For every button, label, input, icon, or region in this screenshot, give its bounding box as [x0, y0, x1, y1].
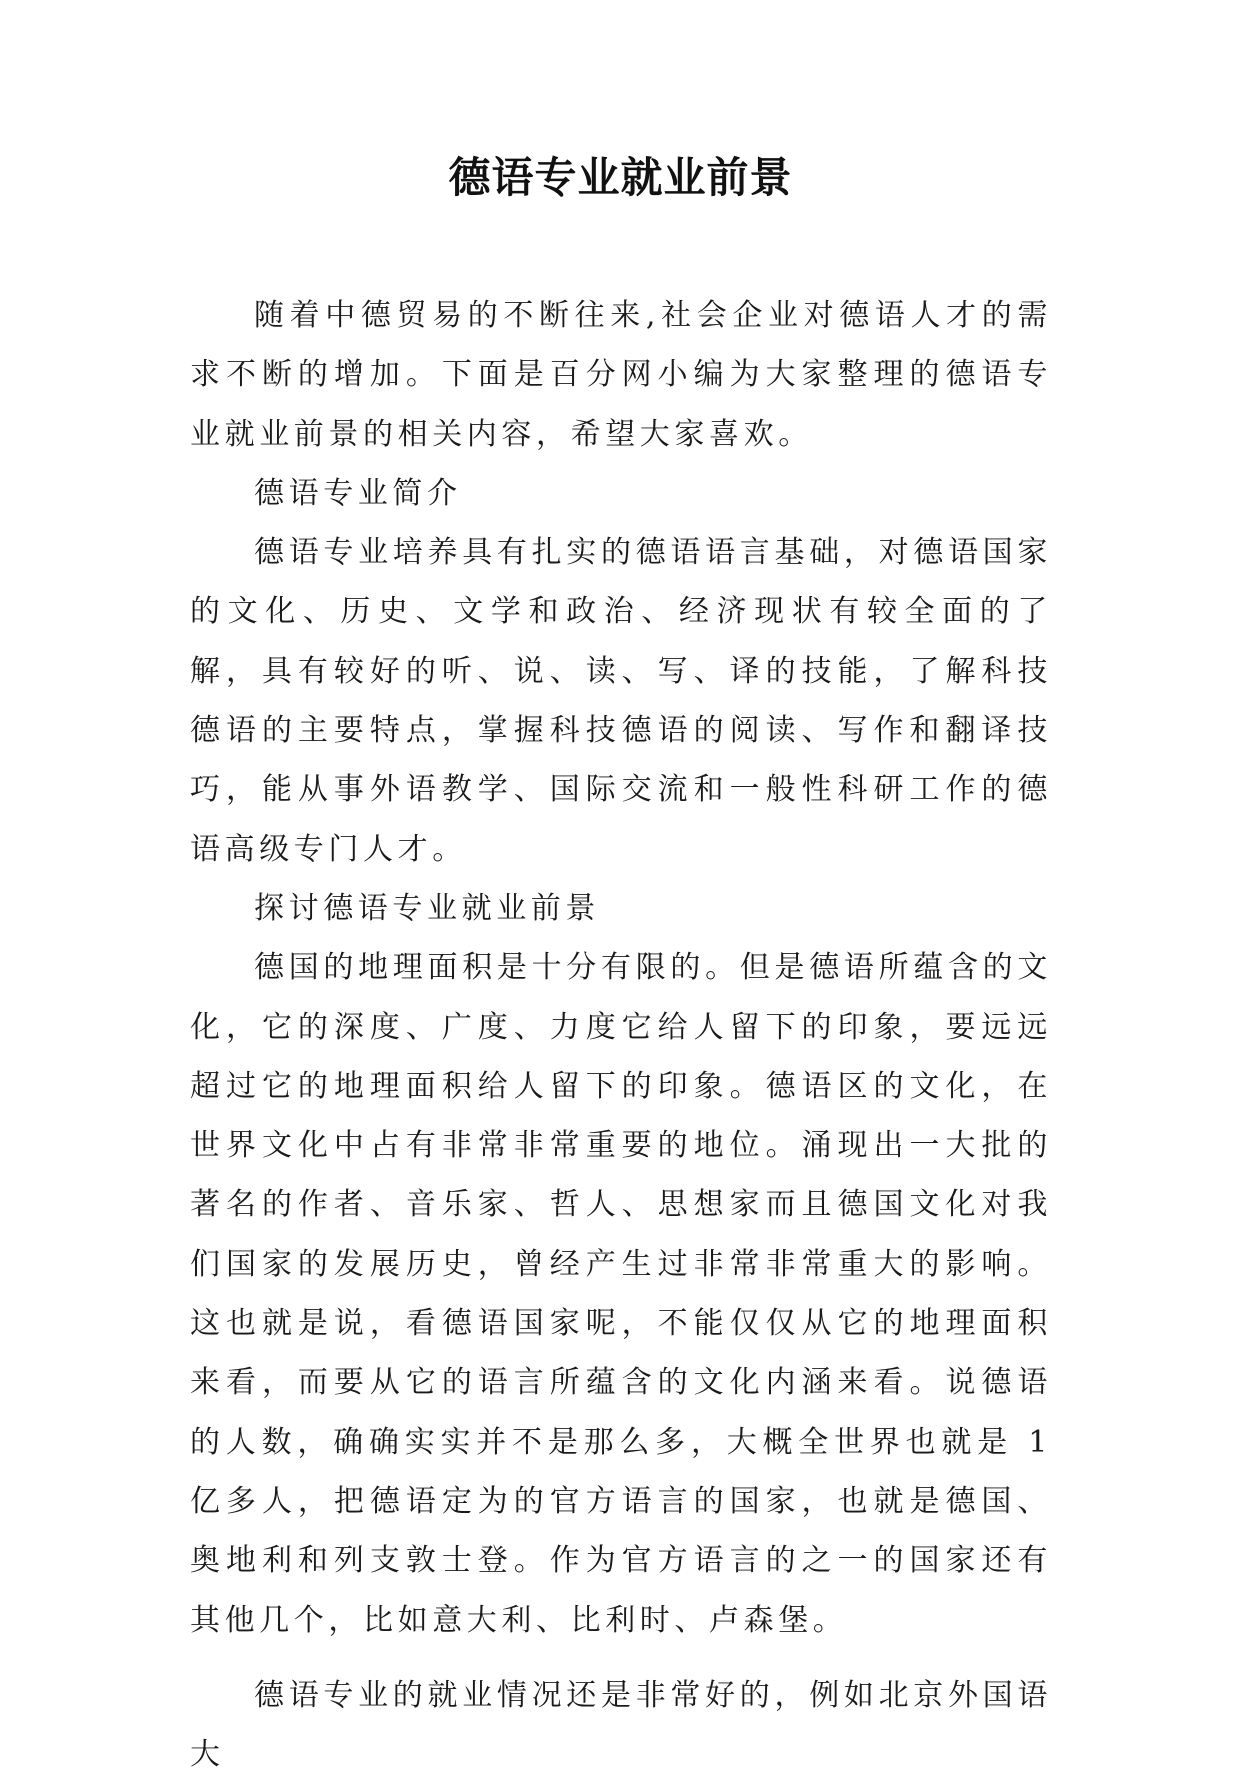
page-title: 德语专业就业前景 — [448, 153, 793, 202]
section-heading-introduction: 德语专业简介 — [254, 475, 462, 511]
employment-paragraph: 德语专业的就业情况还是非常好的，例如北京外国语大 — [190, 1677, 1052, 1773]
section-heading-prospects: 探讨德语专业就业前景 — [254, 890, 600, 926]
culture-paragraph: 德国的地理面积是十分有限的。但是德语所蕴含的文化，它的深度、广度、力度它给人留下的印象，要远远超过它的地理面积给人留下的印象。德语区的文化，在世界文化中占有非常非常重要的地位。涌现出一大批的著名的作者、音乐家、哲人、思想家而且德国文化对我们国家的发展历史，曾经产生过非常非常重大的影响。这也就是说，看德语国家呢，不能仅仅从它的地理面积来看，而要从它的语言所蕴含的文化内涵来看。说德语的人数，确确实实并不是那么多，大概全世界也就是 1 亿多人，把德语定为的官方语言的国家，也就是德国、奥地利和列支敦士登。作为官方语言的之一的国家还有其他几个，比如意大利、比利时、卢森堡。 — [190, 950, 1052, 1638]
major-description-paragraph: 德语专业培养具有扎实的德语语言基础，对德语国家的文化、历史、文学和政治、经济现状有较全面的了解，具有较好的听、说、读、写、译的技能，了解科技德语的主要特点，掌握科技德语的阅读、写作和翻译技巧，能从事外语教学、国际交流和一般性科研工作的德语高级专门人才。 — [190, 535, 1052, 867]
intro-paragraph: 随着中德贸易的不断往来,社会企业对德语人才的需求不断的增加。下面是百分网小编为大家整理的德语专业就业前景的相关内容，希望大家喜欢。 — [190, 298, 1052, 452]
article-body — [190, 286, 1052, 1784]
